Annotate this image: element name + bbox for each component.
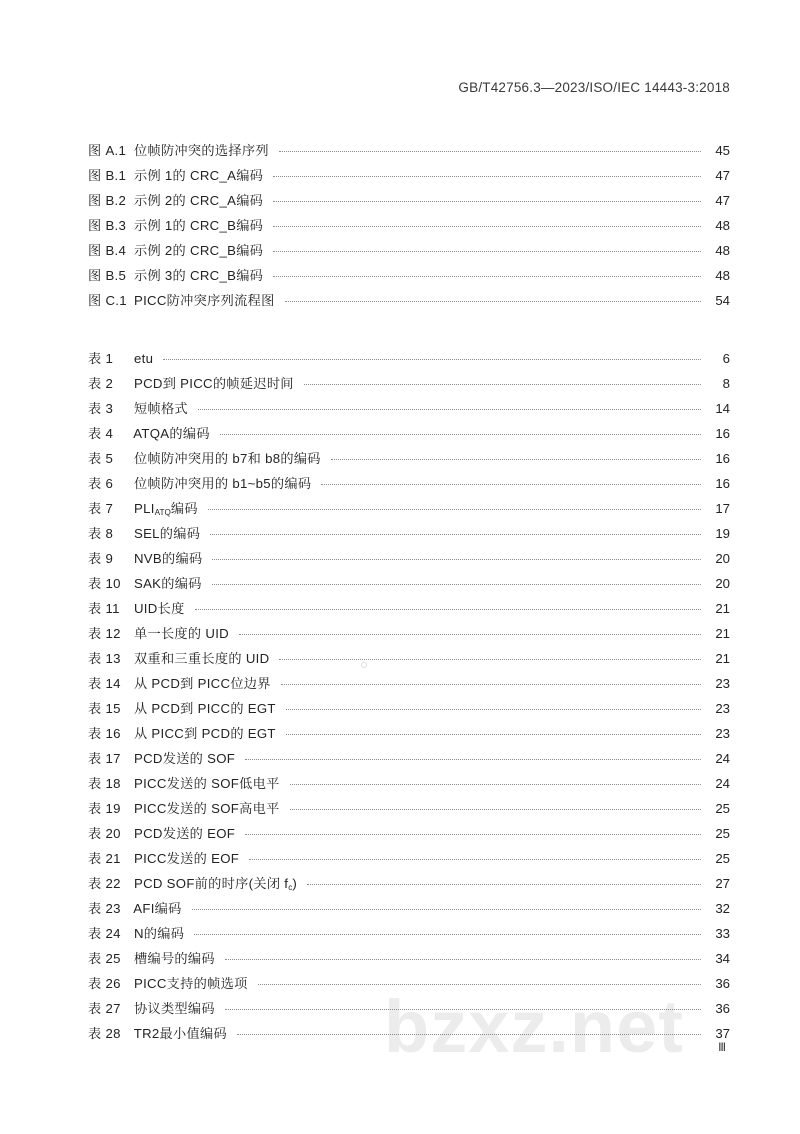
toc-entry-page-number: 8 (722, 376, 730, 391)
toc-entry-title: PCD SOF前的时序(关闭 $f_c$) (133, 876, 298, 893)
toc-entry-title: 示例 2的 CRC_A编码 (133, 193, 264, 208)
toc-entry-page-number: 14 (715, 401, 730, 416)
toc-entry-number: 图 B.4 (88, 243, 127, 258)
table-list-group (88, 348, 730, 1048)
toc-entry-number: 表 22 (88, 876, 121, 891)
figure-list-item[interactable] (88, 265, 730, 290)
figure-list-item[interactable] (88, 240, 730, 265)
toc-entry-title: TR2最小值编码 (133, 1026, 227, 1041)
toc-dot-leader (225, 959, 701, 960)
toc-dot-leader (285, 301, 701, 302)
toc-entry-title: 示例 3的 CRC_B编码 (133, 268, 264, 283)
toc-dot-leader (273, 201, 701, 202)
toc-entry-number: 表 20 (88, 826, 121, 841)
toc-dot-leader (286, 734, 701, 735)
figure-list-item[interactable] (88, 190, 730, 215)
toc-dot-leader (208, 509, 701, 510)
table-list-item[interactable] (88, 448, 730, 473)
toc-entry-label (88, 165, 263, 184)
toc-entry-label (88, 948, 215, 967)
toc-dot-leader (239, 634, 701, 635)
toc-entry-title: PICC发送的 EOF (133, 851, 240, 866)
toc-dot-leader (194, 934, 701, 935)
toc-dot-leader (307, 884, 701, 885)
toc-entry-title: 短帧格式 (133, 401, 188, 416)
toc-entry-label (88, 523, 200, 542)
toc-entry-page-number: 25 (715, 851, 730, 866)
toc-entry-label (88, 1023, 227, 1042)
toc-entry-label (88, 448, 321, 467)
toc-entry-title: 位帧防冲突用的 b1~b5的编码 (133, 476, 312, 491)
toc-dot-leader (237, 1034, 701, 1035)
toc-entry-title: 位帧防冲突的选择序列 (133, 143, 269, 158)
toc-entry-page-number: 6 (722, 351, 730, 366)
figure-list-group (88, 140, 730, 315)
table-list-item[interactable] (88, 498, 730, 523)
toc-entry-title: ATQA的编码 (133, 426, 210, 441)
toc-entry-title: PCD发送的 EOF (133, 826, 236, 841)
toc-dot-leader (163, 359, 701, 360)
toc-entry-number: 图 C.1 (88, 293, 127, 308)
toc-entry-number: 表 11 (88, 601, 120, 616)
toc-entry-page-number: 33 (715, 926, 730, 941)
table-list-item[interactable] (88, 748, 730, 773)
toc-entry-label (88, 923, 184, 942)
toc-dot-leader (212, 559, 701, 560)
toc-entry-title: 示例 1的 CRC_B编码 (133, 218, 264, 233)
toc-entry-page-number: 48 (715, 243, 730, 258)
toc-entry-title: 协议类型编码 (133, 1001, 215, 1016)
toc-entry-label (88, 898, 182, 917)
toc-entry-page-number: 21 (715, 651, 730, 666)
toc-entry-number: 表 25 (88, 951, 121, 966)
table-list-item[interactable] (88, 473, 730, 498)
toc-dot-leader (279, 659, 701, 660)
toc-entry-page-number: 47 (715, 168, 730, 183)
toc-entry-label (88, 998, 215, 1017)
toc-entry-title: NVB的编码 (133, 551, 203, 566)
toc-entry-page-number: 34 (715, 951, 730, 966)
toc-entry-number: 表 3 (88, 401, 114, 416)
table-list-item[interactable] (88, 423, 730, 448)
toc-dot-leader (212, 584, 701, 585)
toc-dot-leader (245, 759, 701, 760)
toc-entry-label (88, 623, 229, 642)
toc-entry-label (88, 823, 235, 842)
toc-dot-leader (273, 226, 701, 227)
table-list-item[interactable] (88, 648, 730, 673)
toc-entry-label (88, 215, 263, 234)
toc-entry-number: 表 6 (88, 476, 114, 491)
table-of-contents (88, 140, 730, 1048)
toc-entry-title: N的编码 (133, 926, 185, 941)
toc-entry-label (88, 265, 263, 284)
toc-dot-leader (210, 534, 701, 535)
toc-entry-title: 单一长度的 UID (133, 626, 229, 641)
toc-entry-label (88, 798, 280, 817)
toc-dot-leader (249, 859, 701, 860)
table-list-item[interactable] (88, 898, 730, 923)
toc-entry-number: 表 9 (88, 551, 114, 566)
toc-entry-page-number: 48 (715, 268, 730, 283)
toc-entry-page-number: 32 (715, 901, 730, 916)
toc-dot-leader (195, 609, 701, 610)
toc-dot-leader (245, 834, 701, 835)
toc-entry-number: 表 5 (88, 451, 114, 466)
toc-entry-page-number: 54 (715, 293, 730, 308)
toc-entry-label (88, 748, 235, 767)
toc-entry-number: 表 21 (88, 851, 121, 866)
toc-entry-number: 图 B.3 (88, 218, 127, 233)
toc-entry-label (88, 723, 276, 742)
table-list-item[interactable] (88, 973, 730, 998)
toc-entry-title: etu (133, 351, 154, 366)
toc-dot-leader (279, 151, 701, 152)
toc-entry-title: PICC支持的帧选项 (133, 976, 248, 991)
toc-entry-page-number: 25 (715, 826, 730, 841)
toc-entry-number: 表 2 (88, 376, 114, 391)
toc-dot-leader (273, 276, 701, 277)
toc-entry-label (88, 573, 202, 592)
toc-entry-number: 表 13 (88, 651, 121, 666)
toc-entry-number: 表 16 (88, 726, 121, 741)
toc-entry-title: 位帧防冲突用的 b7和 b8的编码 (133, 451, 321, 466)
figure-list-item[interactable] (88, 140, 730, 165)
toc-dot-leader (220, 434, 701, 435)
toc-dot-leader (281, 684, 701, 685)
table-list-item[interactable] (88, 623, 730, 648)
table-list-item[interactable] (88, 873, 730, 898)
toc-entry-title: PICC防冲突序列流程图 (133, 293, 275, 308)
toc-entry-number: 表 18 (88, 776, 121, 791)
table-list-item[interactable] (88, 848, 730, 873)
toc-entry-title: PICC发送的 SOF高电平 (133, 801, 280, 816)
toc-entry-label (88, 348, 153, 367)
table-list-item[interactable] (88, 773, 730, 798)
toc-entry-page-number: 25 (715, 801, 730, 816)
table-list-item[interactable] (88, 673, 730, 698)
toc-dot-leader (304, 384, 701, 385)
toc-dot-leader (273, 176, 701, 177)
toc-dot-leader (273, 251, 701, 252)
watermark-bzxz: bzxz.net (384, 985, 684, 1068)
toc-entry-label (88, 673, 271, 692)
toc-entry-page-number: 21 (715, 626, 730, 641)
toc-entry-page-number: 23 (715, 726, 730, 741)
toc-entry-page-number: 17 (715, 501, 730, 516)
table-list-item[interactable] (88, 723, 730, 748)
toc-entry-page-number: 48 (715, 218, 730, 233)
toc-entry-label (88, 240, 263, 259)
toc-entry-page-number: 37 (715, 1026, 730, 1041)
toc-entry-page-number: 47 (715, 193, 730, 208)
table-list-item[interactable] (88, 548, 730, 573)
toc-entry-title: 从 PICC到 PCD的 EGT (133, 726, 276, 741)
table-list-item[interactable] (88, 373, 730, 398)
toc-entry-page-number: 36 (715, 1001, 730, 1016)
toc-entry-page-number: 20 (715, 551, 730, 566)
toc-entry-label (88, 473, 311, 492)
toc-dot-leader (192, 909, 701, 910)
toc-entry-number: 表 27 (88, 1001, 121, 1016)
table-list-item[interactable] (88, 923, 730, 948)
toc-entry-label (88, 548, 202, 567)
table-list-item[interactable] (88, 573, 730, 598)
toc-entry-page-number: 24 (715, 751, 730, 766)
page-folio: Ⅲ (718, 1042, 726, 1054)
toc-entry-number: 表 7 (88, 501, 114, 516)
toc-entry-title: 双重和三重长度的 UID (133, 651, 270, 666)
toc-entry-number: 表 4 (88, 426, 114, 441)
toc-dot-leader (198, 409, 701, 410)
toc-entry-number: 表 15 (88, 701, 121, 716)
table-list-item[interactable] (88, 523, 730, 548)
table-list-item[interactable] (88, 998, 730, 1023)
toc-dot-leader (286, 709, 701, 710)
toc-entry-label (88, 973, 248, 992)
table-list-item[interactable] (88, 1023, 730, 1048)
toc-dot-leader (225, 1009, 701, 1010)
toc-entry-title: 示例 2的 CRC_B编码 (133, 243, 264, 258)
table-list-item[interactable] (88, 798, 730, 823)
toc-entry-label (88, 290, 275, 309)
toc-entry-page-number: 21 (715, 601, 730, 616)
toc-entry-page-number: 36 (715, 976, 730, 991)
toc-dot-leader (258, 984, 701, 985)
toc-entry-label (88, 398, 188, 417)
toc-entry-label (88, 498, 198, 517)
toc-entry-title: 示例 1的 CRC_A编码 (133, 168, 264, 183)
toc-entry-page-number: 23 (715, 676, 730, 691)
toc-entry-number: 图 B.1 (88, 168, 127, 183)
table-list-item[interactable] (88, 823, 730, 848)
table-list-item[interactable] (88, 398, 730, 423)
figure-list-item[interactable] (88, 165, 730, 190)
toc-entry-page-number: 19 (715, 526, 730, 541)
toc-entry-number: 图 B.2 (88, 193, 127, 208)
toc-entry-number: 表 17 (88, 751, 121, 766)
toc-entry-number: 表 12 (88, 626, 121, 641)
toc-entry-title: AFI编码 (133, 901, 182, 916)
toc-entry-label (88, 698, 276, 717)
toc-entry-number: 表 1 (88, 351, 114, 366)
toc-dot-leader (290, 784, 701, 785)
toc-entry-label (88, 140, 269, 159)
toc-entry-title: SEL的编码 (133, 526, 201, 541)
toc-entry-number: 表 8 (88, 526, 114, 541)
toc-entry-label (88, 773, 280, 792)
toc-entry-number: 图 B.5 (88, 268, 127, 283)
toc-entry-page-number: 27 (715, 876, 730, 891)
toc-entry-title: 从 PCD到 PICC位边界 (133, 676, 271, 691)
figure-list-item[interactable] (88, 215, 730, 240)
toc-entry-label (88, 648, 269, 667)
toc-entry-title: PICC发送的 SOF低电平 (133, 776, 280, 791)
toc-entry-number: 表 19 (88, 801, 121, 816)
toc-entry-title: $PLI_{ATQ}$编码 (133, 501, 198, 518)
toc-dot-leader (331, 459, 701, 460)
toc-entry-number: 表 14 (88, 676, 121, 691)
toc-entry-page-number: 24 (715, 776, 730, 791)
table-list-item[interactable] (88, 348, 730, 373)
toc-entry-number: 表 24 (88, 926, 121, 941)
toc-entry-title: UID长度 (133, 601, 185, 616)
toc-entry-page-number: 45 (715, 143, 730, 158)
toc-entry-page-number: 16 (715, 476, 730, 491)
toc-entry-label (88, 373, 294, 392)
toc-entry-page-number: 16 (715, 426, 730, 441)
table-list-item[interactable] (88, 948, 730, 973)
toc-entry-page-number: 20 (715, 576, 730, 591)
figure-list-item[interactable] (88, 290, 730, 315)
toc-entry-title: SAK的编码 (133, 576, 202, 591)
toc-entry-number: 表 10 (88, 576, 121, 591)
toc-entry-number: 图 A.1 (88, 143, 127, 158)
table-list-item[interactable] (88, 698, 730, 723)
toc-entry-number: 表 28 (88, 1026, 121, 1041)
toc-entry-page-number: 16 (715, 451, 730, 466)
toc-entry-title: PCD到 PICC的帧延迟时间 (133, 376, 294, 391)
toc-dot-leader (321, 484, 701, 485)
toc-entry-page-number: 23 (715, 701, 730, 716)
document-header-standard-ref: GB/T42756.3—2023/ISO/IEC 14443-3:2018 (458, 80, 730, 95)
toc-entry-number: 表 23 (88, 901, 121, 916)
toc-entry-label (88, 423, 210, 442)
toc-dot-leader (290, 809, 701, 810)
toc-entry-number: 表 26 (88, 976, 121, 991)
toc-entry-label (88, 848, 239, 867)
toc-entry-label (88, 873, 297, 892)
toc-entry-title: 从 PCD到 PICC的 EGT (133, 701, 276, 716)
table-list-item[interactable] (88, 598, 730, 623)
toc-entry-label (88, 598, 185, 617)
toc-entry-title: 槽编号的编码 (133, 951, 215, 966)
toc-entry-title: PCD发送的 SOF (133, 751, 236, 766)
toc-entry-label (88, 190, 263, 209)
